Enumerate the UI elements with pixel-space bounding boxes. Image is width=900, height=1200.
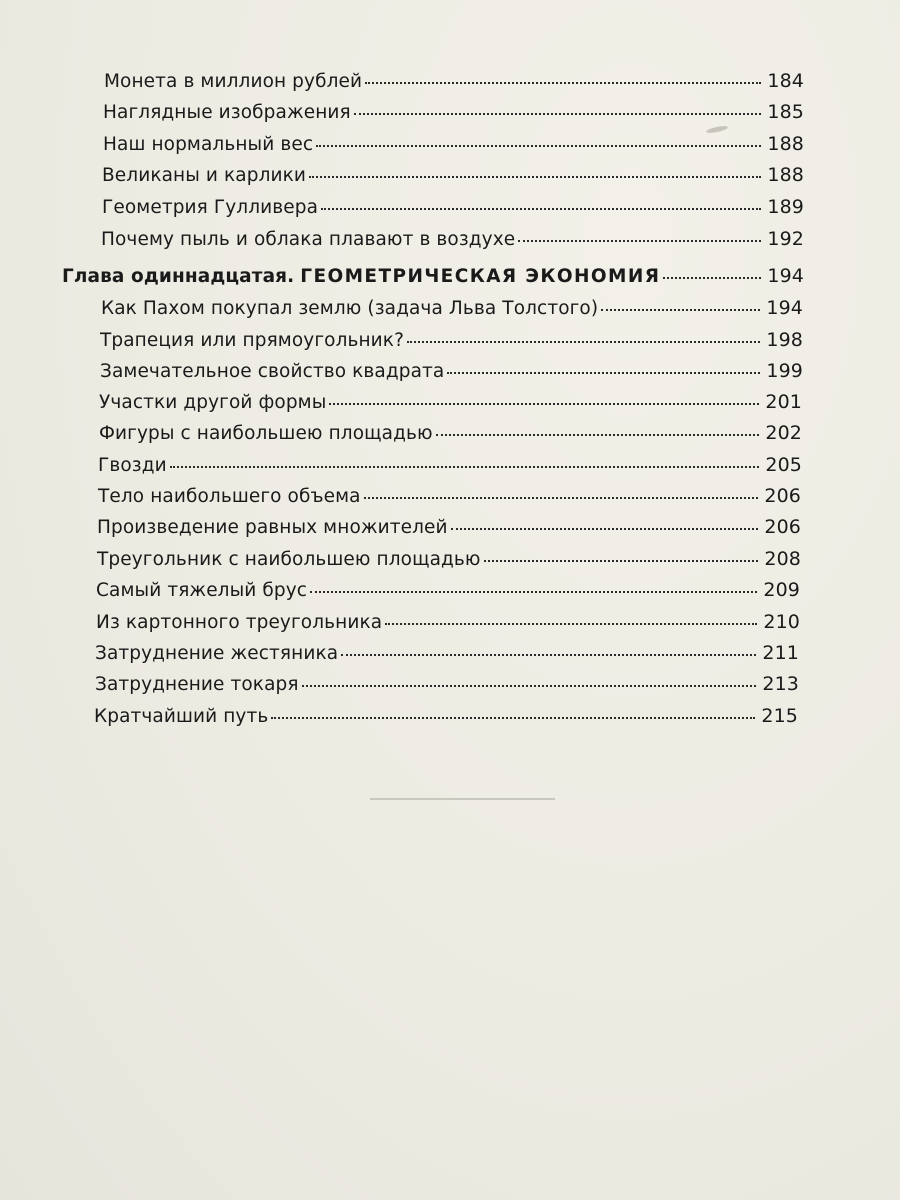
toc-entry-title: Затруднение жестяника — [95, 643, 339, 664]
toc-entry-title: Наглядные изображения — [103, 102, 351, 123]
toc-entry-title: Замечательное свойство квадрата — [100, 361, 445, 382]
toc-entry — [97, 547, 801, 572]
toc-entry-page: 194 — [766, 297, 803, 319]
toc-entry-page: 205 — [765, 454, 802, 476]
dot-leader — [354, 113, 762, 115]
toc-entry-page: 199 — [766, 360, 803, 382]
dot-leader — [518, 240, 761, 242]
toc-entry-page: 201 — [765, 391, 802, 413]
dot-leader — [316, 145, 761, 147]
toc-entry — [103, 132, 804, 157]
toc-entry — [97, 515, 801, 540]
toc-entry — [98, 453, 802, 478]
toc-entry-page: 213 — [762, 673, 799, 695]
toc-entry — [95, 641, 799, 666]
toc-entry — [101, 296, 803, 321]
toc-entry — [94, 704, 798, 729]
chapter-name: ГЕОМЕТРИЧЕСКАЯ ЭКОНОМИЯ — [300, 266, 661, 287]
toc-entry — [101, 227, 804, 252]
toc-entry — [99, 390, 802, 415]
toc-entry-page: 188 — [767, 133, 804, 155]
toc-entry-title: Почему пыль и облака плавают в воздухе — [101, 229, 516, 250]
dot-leader — [321, 208, 761, 210]
dot-leader — [364, 497, 759, 499]
dot-leader — [447, 372, 760, 374]
toc-entry-title: Гвозди — [98, 455, 167, 476]
toc-entry-page: 206 — [764, 516, 801, 538]
toc-entry-page: 192 — [767, 228, 804, 250]
toc-entry — [99, 421, 802, 446]
toc-entry — [102, 163, 804, 188]
dot-leader — [436, 434, 760, 436]
toc-entry — [100, 359, 803, 384]
toc-entry — [104, 69, 804, 94]
dot-leader — [484, 560, 759, 562]
toc-entry-title: Кратчайший путь — [94, 706, 269, 727]
toc-entry — [96, 610, 800, 635]
toc-entry-page: 211 — [762, 642, 799, 664]
dot-leader — [309, 176, 761, 178]
dot-leader — [170, 466, 760, 468]
dot-leader — [341, 654, 756, 656]
toc-entry-title: Затруднение токаря — [95, 674, 299, 695]
toc-entry-title: Геометрия Гулливера — [102, 197, 319, 218]
toc-chapter-heading — [62, 264, 804, 289]
toc-entry-page: 184 — [767, 70, 804, 92]
toc-entry-page: 188 — [767, 164, 804, 186]
toc-entry-page: 206 — [764, 485, 801, 507]
toc-entry — [98, 484, 801, 509]
toc-entry — [100, 328, 803, 353]
toc-entry-page: 208 — [764, 548, 801, 570]
toc-entry-page: 209 — [763, 579, 800, 601]
dot-leader — [385, 623, 757, 625]
toc-entry-page: 185 — [767, 101, 804, 123]
dot-leader — [407, 341, 760, 343]
dot-leader — [663, 277, 761, 279]
toc-entry-title: Как Пахом покупал землю (задача Льва Толстого) — [101, 298, 599, 319]
toc-entry — [95, 672, 799, 697]
chapter-label: Глава одиннадцатая. — [62, 266, 295, 287]
toc-entry-page: 198 — [766, 329, 803, 351]
toc-entry-title: Из картонного треугольника — [96, 612, 383, 633]
toc-entry — [102, 195, 804, 220]
toc-entry-page: 210 — [763, 611, 800, 633]
toc-entry-title: Самый тяжелый брус — [96, 580, 308, 601]
toc-entry-title: Участки другой формы — [99, 392, 327, 413]
dot-leader — [310, 591, 757, 593]
toc-entry-page: 189 — [767, 196, 804, 218]
toc-entry-title: Наш нормальный вес — [103, 134, 314, 155]
toc-entry-page: 215 — [761, 705, 798, 727]
toc-entry-title: Произведение равных множителей — [97, 517, 448, 538]
toc-entry-title: Великаны и карлики — [102, 165, 307, 186]
toc-entry-title: Монета в миллион рублей — [104, 71, 363, 92]
toc-entry-page: 202 — [765, 422, 802, 444]
section-divider — [370, 798, 555, 800]
toc-entry — [96, 578, 800, 603]
toc-entry-title: Треугольник с наибольшею площадью — [97, 549, 481, 570]
toc-entry — [103, 100, 804, 125]
dot-leader — [302, 685, 757, 687]
dot-leader — [365, 82, 761, 84]
dot-leader — [329, 403, 759, 405]
toc-entry-page: 194 — [767, 265, 804, 287]
toc-entry-title: Тело наибольшего объема — [98, 486, 361, 507]
dot-leader — [271, 717, 755, 719]
dot-leader — [601, 309, 760, 311]
dot-leader — [451, 528, 759, 530]
toc-entry-title: Трапеция или прямоугольник? — [100, 330, 405, 351]
toc-entry-title: Фигуры с наибольшею площадью — [99, 423, 433, 444]
